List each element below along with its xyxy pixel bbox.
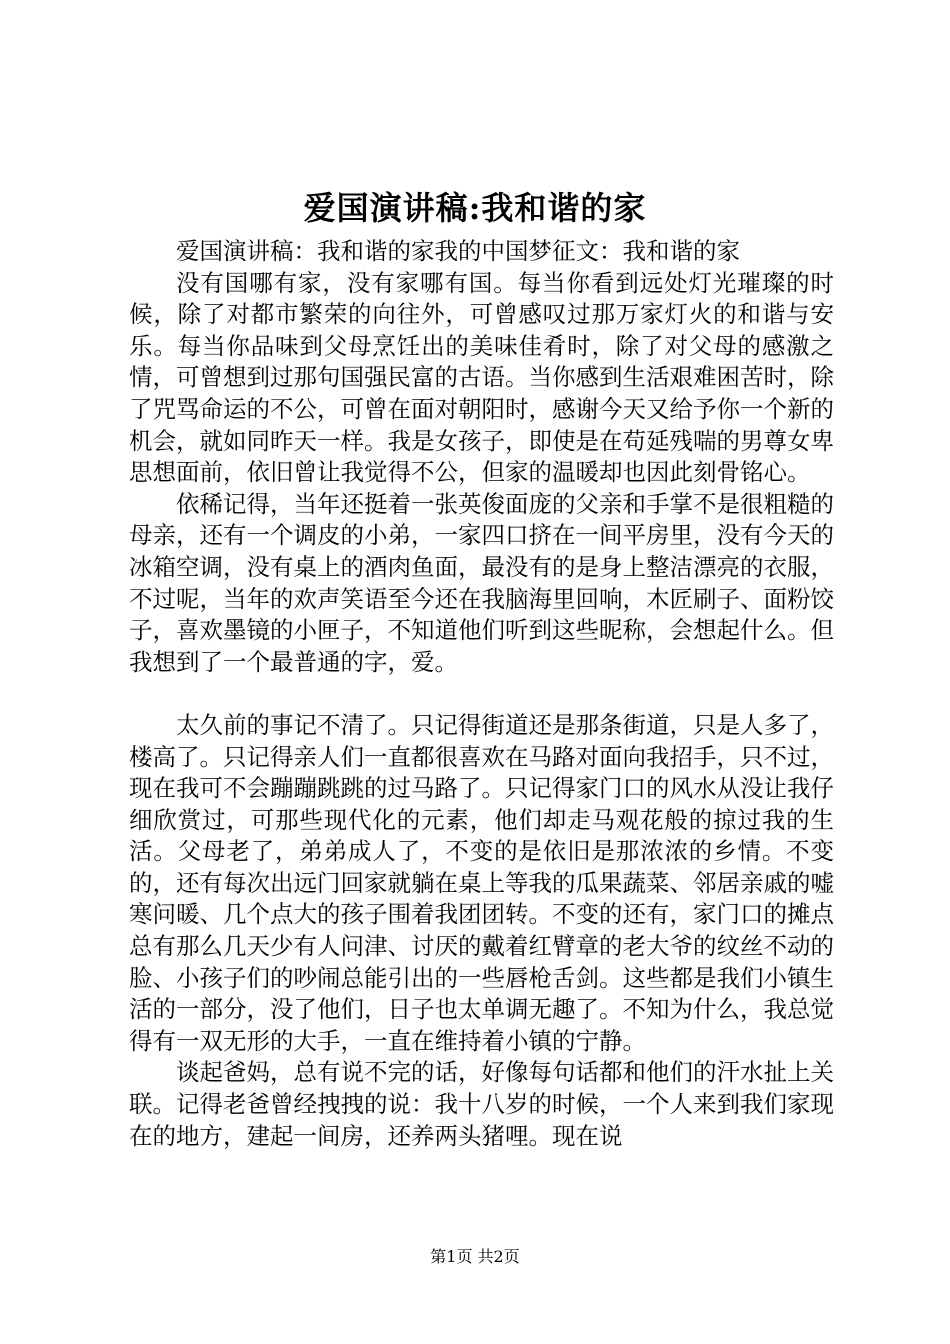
paragraph: 依稀记得，当年还挺着一张英俊面庞的父亲和手掌不是很粗糙的母亲，还有一个调皮的小弟，一家四口挤在一间平房里，没有今天的冰箱空调，没有桌上的酒肉鱼面，最没有的是身上整洁漂亮的衣服，不过呢，当年的欢声笑语至今还在我脑海里回响，木匠刷子、面粉饺子，喜欢墨镜的小匣子，不知道他们听到这些昵称，会想起什么。但我想到了一个最普通的字，爱。 [129,489,834,676]
document-title: 爱国演讲稿:我和谐的家 [303,189,647,227]
page-footer: 第1页 共2页 [430,1247,520,1266]
paragraph: 爱国演讲稿：我和谐的家我的中国梦征文：我和谐的家 [176,237,740,265]
paragraph: 太久前的事记不清了。只记得街道还是那条街道，只是人多了，楼高了。只记得亲人们一直都很喜欢在马路对面向我招手，只不过，现在我可不会蹦蹦跳跳的过马路了。只记得家门口的风水从没让我仔细欣赏过，可那些现代化的元素，他们却走马观花般的掠过我的生活。父母老了，弟弟成人了，不变的是依旧是那浓浓的乡情。不变的，还有每次出远门回家就躺在桌上等我的瓜果蔬菜、邻居亲戚的嘘寒问暖、几个点大的孩子围着我团团转。不变的还有，家门口的摊点总有那么几天少有人问津、讨厌的戴着红臂章的老大爷的纹丝不动的脸、小孩子们的吵闹总能引出的一些唇枪舌剑。这些都是我们小镇生活的一部分，没了他们，日子也太单调无趣了。不知为什么，我总觉得有一双无形的大手，一直在维持着小镇的宁静。 [129,710,834,1055]
blank-line [129,678,834,710]
paragraph: 谈起爸妈，总有说不完的话，好像每句话都和他们的汗水扯上关联。记得老爸曾经拽拽的说：我十八岁的时候，一个人来到我们家现在的地方，建起一间房，还养两头猪哩。现在说 [129,1058,834,1150]
document-body [129,236,834,1152]
paragraph: 没有国哪有家，没有家哪有国。每当你看到远处灯光璀璨的时候，除了对都市繁荣的向往外，可曾感叹过那万家灯火的和谐与安乐。每当你品味到父母烹饪出的美味佳肴时，除了对父母的感激之情，可曾想到过那句国强民富的古语。当你感到生活艰难困苦时，除了咒骂命运的不公，可曾在面对朝阳时，感谢今天又给予你一个新的机会，就如同昨天一样。我是女孩子，即使是在苟延残喘的男尊女卑思想面前，依旧曾让我觉得不公，但家的温暖却也因此刻骨铭心。 [129,268,834,487]
